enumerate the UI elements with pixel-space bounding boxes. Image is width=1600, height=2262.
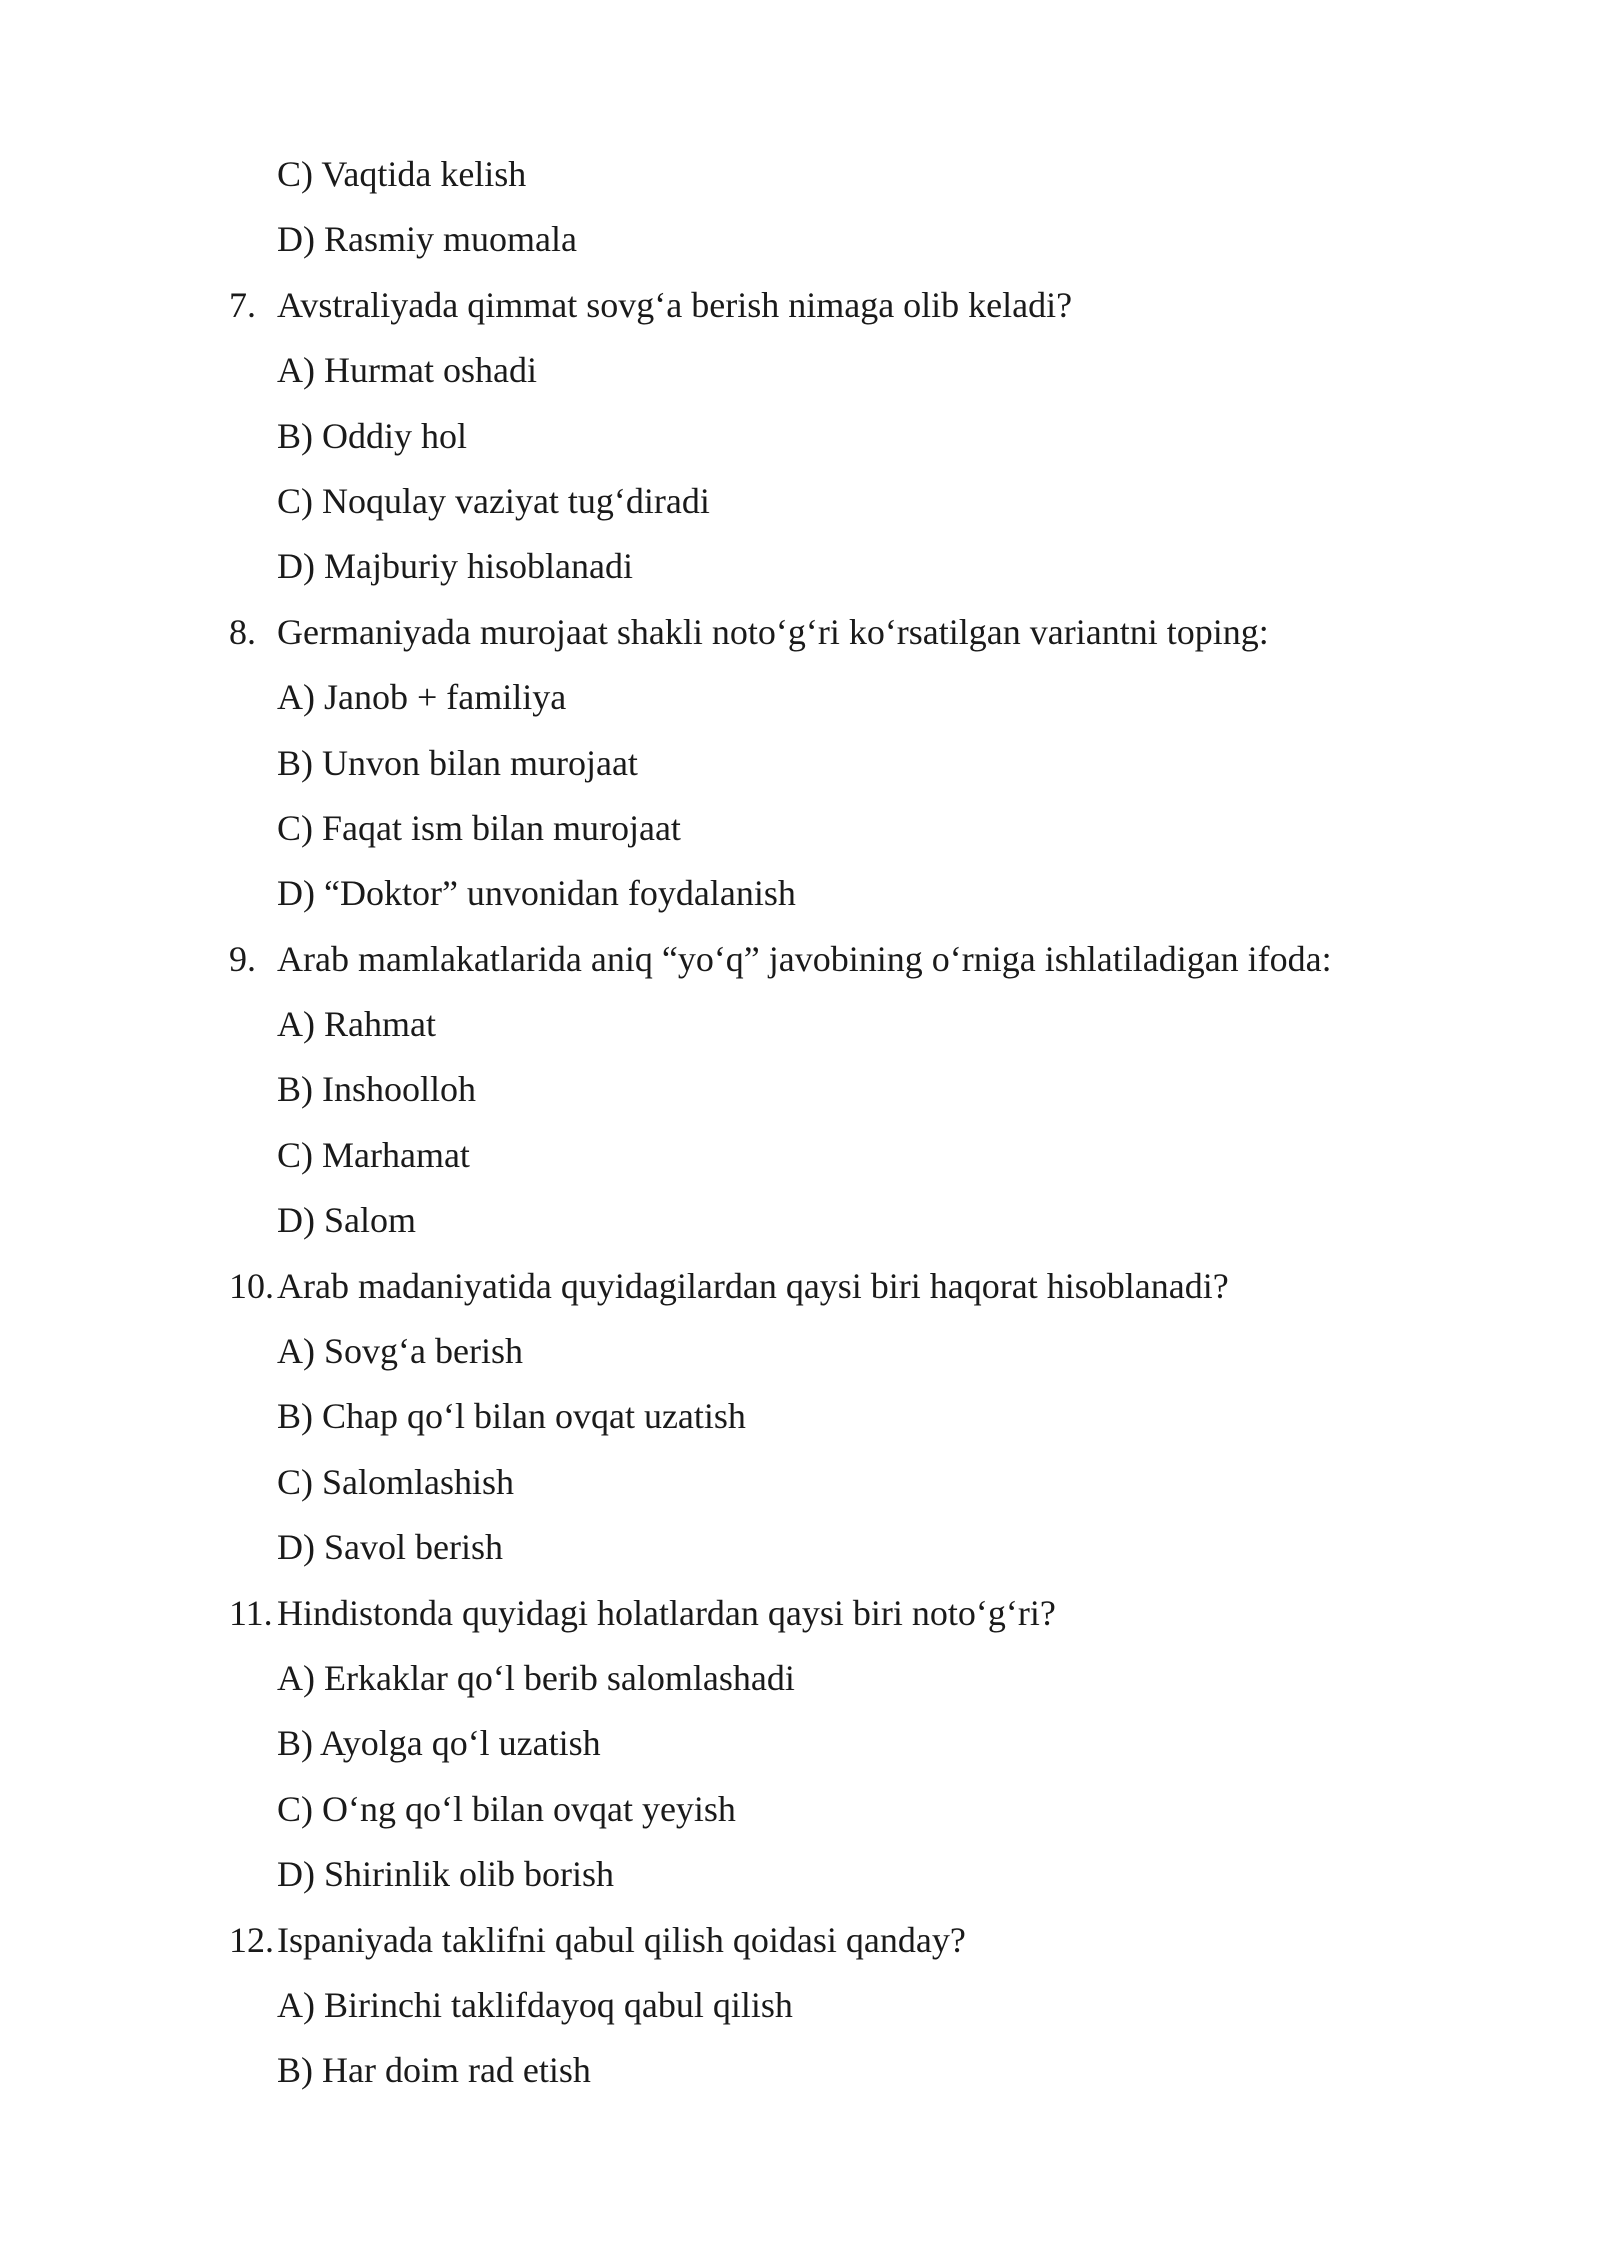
question-text: Ispaniyada taklifni qabul qilish qoidasi qanday? <box>277 1919 966 1960</box>
question-7 <box>0 273 1600 338</box>
question-number: 8. <box>229 611 256 652</box>
question-text: Germaniyada murojaat shakli noto‘g‘ri ko‘rsatilgan variantni toping: <box>277 611 1269 652</box>
answer-option: B) Har doim rad etish <box>277 2050 591 2091</box>
answer-option: B) Inshoolloh <box>277 1069 477 1110</box>
answer-option: A) Sovg‘a berish <box>277 1331 523 1372</box>
answer-option: D) “Doktor” unvonidan foydalanish <box>277 873 796 914</box>
quiz-content <box>0 142 1600 2104</box>
answer-option: D) Salom <box>277 1200 416 1241</box>
answer-option: D) Rasmiy muomala <box>277 219 577 260</box>
question-number: 10. <box>229 1265 274 1306</box>
question-10 <box>0 1254 1600 1319</box>
question-number: 7. <box>229 284 256 325</box>
answer-option: A) Birinchi taklifdayoq qabul qilish <box>277 1984 793 2025</box>
question-number: 11. <box>229 1592 273 1633</box>
answer-option: C) O‘ng qo‘l bilan ovqat yeyish <box>277 1788 736 1829</box>
answer-option: D) Savol berish <box>277 1527 503 1568</box>
answer-option: D) Shirinlik olib borish <box>277 1854 615 1895</box>
question-number: 9. <box>229 938 256 979</box>
answer-option: A) Erkaklar qo‘l berib salomlashadi <box>277 1657 795 1698</box>
answer-option: B) Ayolga qo‘l uzatish <box>277 1723 601 1764</box>
answer-option: C) Vaqtida kelish <box>277 154 527 194</box>
question-11 <box>0 1581 1600 1646</box>
question-number: 12. <box>229 1919 274 1960</box>
answer-option: A) Rahmat <box>277 1004 436 1045</box>
question-8 <box>0 600 1600 665</box>
answer-option: B) Unvon bilan murojaat <box>277 742 638 783</box>
answer-option: B) Oddiy hol <box>277 415 468 456</box>
answer-option: A) Janob + familiya <box>277 677 567 718</box>
answer-option: C) Salomlashish <box>277 1461 515 1502</box>
answer-option: D) Majburiy hisoblanadi <box>277 546 633 587</box>
answer-option: C) Noqulay vaziyat tug‘diradi <box>277 480 710 521</box>
answer-option: C) Faqat ism bilan murojaat <box>277 807 681 848</box>
question-text: Avstraliyada qimmat sovg‘a berish nimaga olib keladi? <box>277 284 1073 325</box>
question-text: Arab mamlakatlarida aniq “yo‘q” javobining o‘rniga ishlatiladigan ifoda: <box>277 938 1332 979</box>
question-text: Arab madaniyatida quyidagilardan qaysi biri haqorat hisoblanadi? <box>277 1265 1229 1306</box>
answer-option: C) Marhamat <box>277 1134 470 1175</box>
question-9 <box>0 927 1600 992</box>
question-12 <box>0 1908 1600 1973</box>
answer-option: A) Hurmat oshadi <box>277 350 537 391</box>
answer-option: B) Chap qo‘l bilan ovqat uzatish <box>277 1396 746 1437</box>
question-text: Hindistonda quyidagi holatlardan qaysi biri noto‘g‘ri? <box>277 1592 1056 1633</box>
